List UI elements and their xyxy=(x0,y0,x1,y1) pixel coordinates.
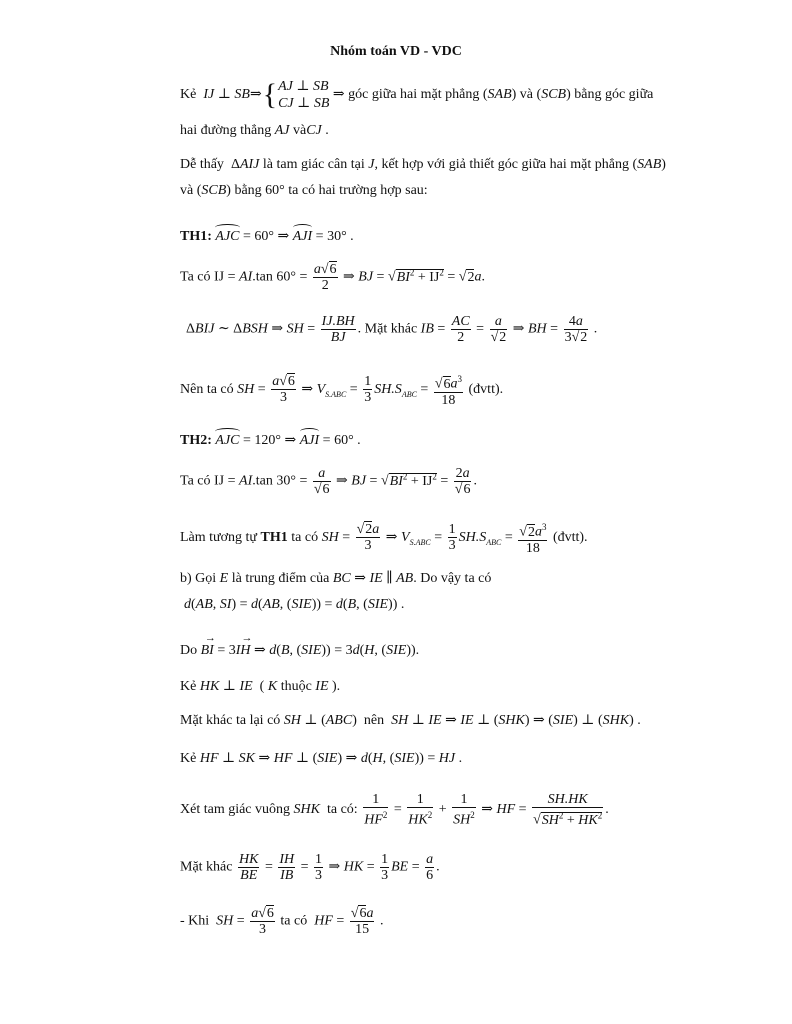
line-similar-triangles: ΔBIJ ∼ ΔBSH ⇒ SH = $\frac{IJ.BH}{BJ}$ . Mặt khác IB = $\frac{AC}{2}$ = $\frac{a}{√2}$ ⇒ BH = $\frac{4a}{3√2}$ . xyxy=(186,314,598,345)
line-distance-eq: d(AB, SI) = d(AB, (SIE)) = d(B, (SIE)) . xyxy=(184,597,405,612)
line-mat-khac-sh: Mặt khác ta lại có SH ⊥ (ABC) nên SH ⊥ IE ⇒ IE ⊥ (SHK) ⇒ (SIE) ⊥ (SHK) . xyxy=(180,713,641,728)
line-mat-khac-hk: Mặt khác $\frac{HK}{BE}$ = $\frac{IH}{IB}$ = $\frac{1}{3}$ ⇒ HK = $\frac{1}{3}$ BE = $\frac{a}{6}$ . xyxy=(180,852,440,883)
line-xet-tam-giac: Xét tam giác vuông SHK ta có: $\frac{1}{HF^2}$ = $\frac{1}{HK^2}$ + $\frac{1}{SH^2}$ ⇒ HF = $\frac{SH.HK}{√SH^2 + HK^2}$ . xyxy=(180,792,609,828)
line-th2-ij: Ta có IJ = AI.tan 30° = $\frac{a}{√6}$ ⇒ BJ = $√BI^2 + IJ^2$ = $\frac{2a}{√6}$ . xyxy=(180,466,477,497)
line-ke-ij: Kẻ IJ ⊥ SB⇒{AJ ⊥ SB CJ ⊥ SB ⇒ góc giữa hai mặt phẳng (SAB) và (SCB) bằng góc giữa xyxy=(180,78,654,111)
page-title: Nhóm toán VD - VDC xyxy=(330,44,462,59)
line-volume-th2: Làm tương tự TH1 ta có SH = $\frac{√2a}{3}$ ⇒ $V_{S.ABC}$ = $\frac{1}{3}$ $SH.S_{ABC}$ = $\frac{√2a^3}{18}$ (đvtt). xyxy=(180,522,588,556)
line-ke-hk: Kẻ HK ⊥ IE ( K thuộc IE ). xyxy=(180,679,341,694)
line-ke-hf: Kẻ HF ⊥ SK ⇒ HF ⊥ (SIE) ⇒ d(H, (SIE)) = HJ . xyxy=(180,751,463,766)
line-volume-th1: Nên ta có SH = $\frac{a√6}{3}$ ⇒ $V_{S.ABC}$ = $\frac{1}{3}$ $SH.S_{ABC}$ = $\frac{√6a^3}{18}$ (đvtt). xyxy=(180,374,504,408)
line-th2: TH2: AJC = 120° ⇒ AJI = 60° . xyxy=(180,428,361,450)
line-khi-sh: - Khi SH = $\frac{a√6}{3}$ ta có HF = $\frac{√6a}{15}$ . xyxy=(180,906,384,937)
line-th1: TH1: AJC = 60° ⇒ AJI = 30° . xyxy=(180,224,354,246)
line-va-scb: và (SCB) bằng 60° ta có hai trường hợp sau: xyxy=(180,183,428,198)
line-th1-ij: Ta có IJ = AI.tan 60° = $\frac{a√6}{2}$ ⇒ BJ = $√BI^2 + IJ^2 = √2a$. xyxy=(180,262,485,293)
line-hai-duong-thang: hai đường thẳng AJ vàCJ . xyxy=(180,123,329,138)
line-de-thay: Dễ thấy ΔAIJ là tam giác cân tại J, kết hợp với giả thiết góc giữa hai mặt phẳng (SAB) xyxy=(180,157,666,172)
line-b-goi: b) Gọi E là trung điểm của BC ⇒ IE ∥ AB. Do vậy ta có xyxy=(180,571,492,586)
line-do-bi: Do → BI = 3→ IH ⇒ d(B, (SIE)) = 3d(H, (SIE)). xyxy=(180,638,419,660)
